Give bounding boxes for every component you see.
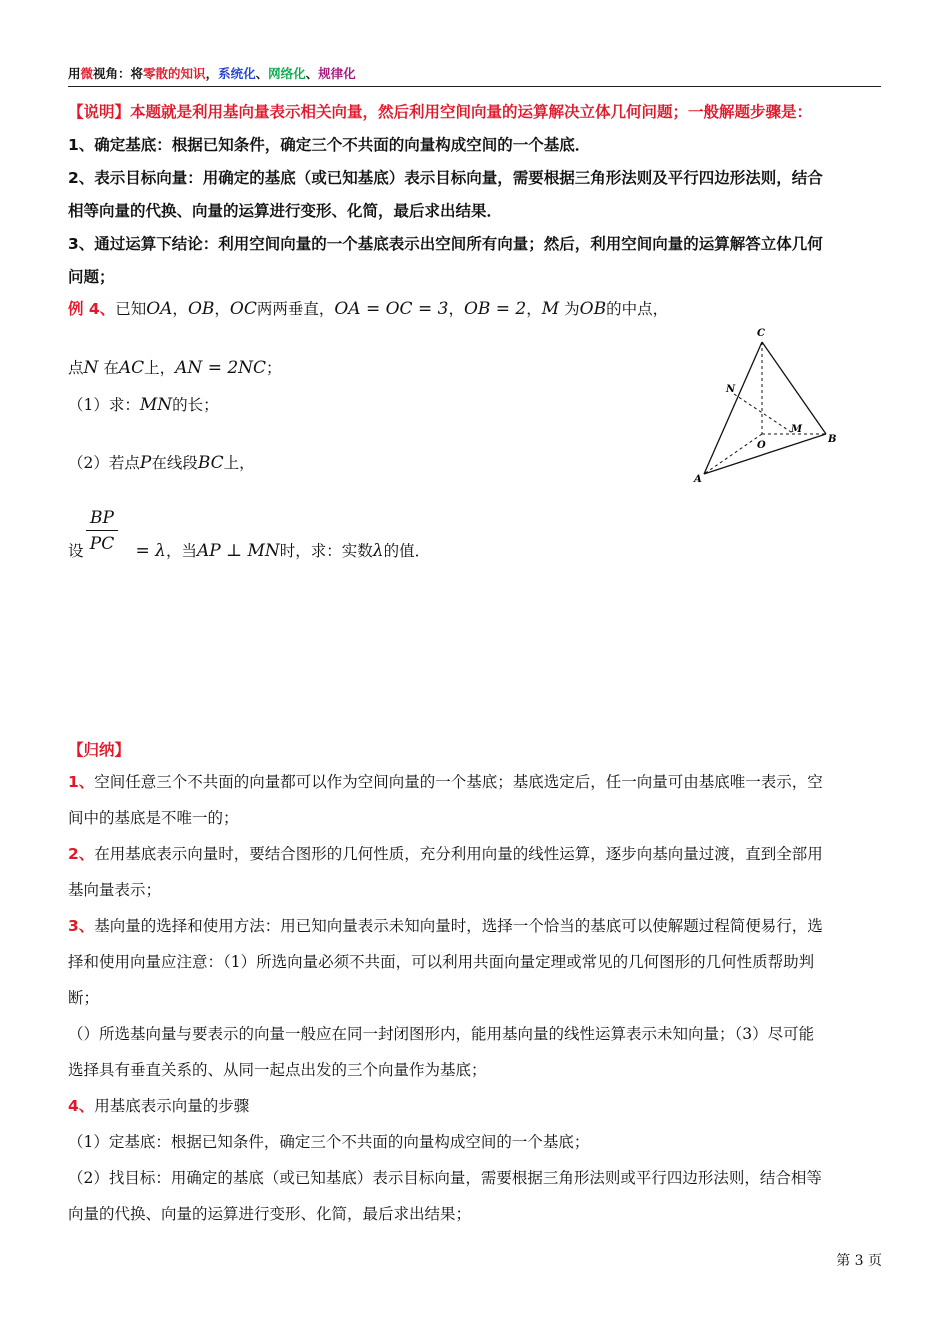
summary-number: 2、 bbox=[68, 845, 95, 863]
summary-item-1a bbox=[68, 770, 823, 792]
example-text: ， bbox=[172, 300, 188, 318]
summary-text: 用基底表示向量的步骤 bbox=[94, 1097, 250, 1115]
explain-step-2a: 2、表示目标向量：用确定的基底（或已知基底）表示目标向量，需要根据三角形法则及平行四边形法则，结合 bbox=[68, 169, 823, 187]
fraction-denominator: PC bbox=[89, 534, 115, 554]
example-question-1 bbox=[68, 393, 219, 415]
segment-nm bbox=[734, 394, 794, 434]
example-text: ； bbox=[266, 359, 282, 377]
math-term: AP ⊥ MN bbox=[196, 541, 280, 561]
math-term: MN bbox=[139, 395, 173, 415]
summary-item-3c: 断； bbox=[68, 989, 100, 1007]
example-text: 时，求：实数 bbox=[279, 542, 373, 560]
header-text: 微 bbox=[80, 66, 94, 81]
example-line-1 bbox=[68, 297, 668, 319]
example-text: （1）求： bbox=[68, 396, 140, 414]
explain-step-2b: 相等向量的代换、向量的运算进行变形、化简，最后求出结果． bbox=[68, 202, 503, 220]
example-text: 上， bbox=[223, 454, 255, 472]
example-text: 的中点， bbox=[606, 300, 669, 318]
math-term: OA bbox=[146, 299, 173, 319]
math-term: = λ bbox=[135, 541, 166, 561]
example-text: 为 bbox=[559, 300, 580, 318]
math-term: AC bbox=[118, 358, 145, 378]
math-term: λ bbox=[372, 541, 384, 561]
summary-item-4 bbox=[68, 1094, 249, 1116]
math-term: N bbox=[83, 358, 99, 378]
example-text: ， bbox=[448, 300, 464, 318]
example-text: 点 bbox=[68, 359, 84, 377]
math-term: OA = OC = 3 bbox=[334, 299, 449, 319]
summary-text: 基向量的选择和使用方法：用已知向量表示未知向量时，选择一个恰当的基底可以使解题过程简便易行，选 bbox=[94, 917, 823, 935]
example-text: ，当 bbox=[165, 542, 197, 560]
summary-item-3a bbox=[68, 914, 823, 936]
math-term: OB bbox=[579, 299, 607, 319]
summary-item-2b: 基向量表示； bbox=[68, 881, 162, 899]
example-text: 的值． bbox=[383, 542, 431, 560]
example-text: （2）若点 bbox=[68, 454, 140, 472]
fraction-numerator: BP bbox=[86, 508, 118, 531]
edge-ca bbox=[704, 342, 762, 474]
header-text: 系统化 bbox=[218, 66, 256, 81]
example-text: 上， bbox=[144, 359, 176, 377]
math-term: BC bbox=[197, 453, 224, 473]
summary-item-6b: 向量的代换、向量的运算进行变形、化简，最后求出结果； bbox=[68, 1205, 472, 1223]
example-text: ， bbox=[214, 300, 230, 318]
page-header bbox=[68, 64, 881, 87]
header-text: 、 bbox=[255, 66, 269, 81]
math-term: OC bbox=[229, 299, 257, 319]
label-b: B bbox=[828, 434, 837, 445]
header-text: ， bbox=[205, 66, 219, 81]
summary-number: 4、 bbox=[68, 1097, 95, 1115]
summary-title: 【归纳】 bbox=[68, 741, 131, 759]
explain-step-1: 1、确定基底：根据已知条件，确定三个不共面的向量构成空间的一个基底． bbox=[68, 136, 591, 154]
example-text: 在线段 bbox=[151, 454, 198, 472]
example-line-2 bbox=[68, 356, 282, 378]
example-text: 的长； bbox=[172, 396, 219, 414]
example-text: 在 bbox=[98, 359, 119, 377]
example-text: 两两垂直， bbox=[256, 300, 335, 318]
example-question-3 bbox=[68, 539, 430, 561]
label-c: C bbox=[757, 328, 765, 339]
summary-item-3b: 择和使用向量应注意：（1）所选向量必须不共面，可以利用共面向量定理或常见的几何图形的几何性质帮助判 bbox=[68, 953, 815, 971]
example-text: ， bbox=[526, 300, 542, 318]
label-n: N bbox=[726, 384, 736, 395]
example-question-2 bbox=[68, 451, 255, 473]
math-term: P bbox=[139, 453, 152, 473]
math-term: AN = 2NC bbox=[175, 358, 267, 378]
summary-item-5: （1）定基底：根据已知条件，确定三个不共面的向量构成空间的一个基底； bbox=[68, 1133, 590, 1151]
math-term: OB bbox=[187, 299, 215, 319]
example-text: 设 bbox=[68, 542, 84, 560]
explain-step-3b: 问题； bbox=[68, 268, 115, 286]
explain-title: 【说明】本题就是利用基向量表示相关向量，然后利用空间向量的运算解决立体几何问题；一般解题步骤是： bbox=[68, 103, 813, 121]
label-o: O bbox=[757, 440, 766, 451]
summary-text: 空间任意三个不共面的向量都可以作为空间向量的一个基底；基底选定后，任一向量可由基底唯一表示，空 bbox=[94, 773, 823, 791]
summary-text: 在用基底表示向量时，要结合图形的几何性质，充分利用向量的线性运算，逐步向基向量过渡，直到全部用 bbox=[94, 845, 823, 863]
summary-item-6a: （2）找目标：用确定的基底（或已知基底）表示目标向量，需要根据三角形法则或平行四边形法则，结合相等 bbox=[68, 1169, 822, 1187]
math-term: OB = 2 bbox=[463, 299, 527, 319]
summary-number: 3、 bbox=[68, 917, 95, 935]
summary-number: 1、 bbox=[68, 773, 95, 791]
header-text: 视角：将 bbox=[93, 66, 144, 81]
math-term: M bbox=[541, 299, 560, 319]
summary-item-3d: （）所选基向量与要表示的向量一般应在同一封闭图形内，能用基向量的线性运算表示未知向量；（3）尽可能 bbox=[68, 1025, 815, 1043]
label-m: M bbox=[791, 424, 803, 435]
tetrahedron-figure bbox=[690, 324, 840, 484]
explain-step-3a: 3、通过运算下结论：利用空间向量的一个基底表示出空间所有向量；然后，利用空间向量的运算解答立体几何 bbox=[68, 235, 823, 253]
example-text: 已知 bbox=[115, 300, 147, 318]
page-number: 第 3 页 bbox=[836, 1253, 882, 1269]
header-text: 网络化 bbox=[268, 66, 306, 81]
edge-cb bbox=[762, 342, 826, 434]
example-label: 例 4、 bbox=[68, 300, 116, 318]
summary-item-2a bbox=[68, 842, 823, 864]
label-a: A bbox=[694, 474, 702, 484]
header-text: 零散的知识 bbox=[143, 66, 206, 81]
header-text: 、 bbox=[305, 66, 319, 81]
summary-item-1b: 间中的基底是不唯一的； bbox=[68, 809, 239, 827]
header-text: 用 bbox=[68, 66, 81, 81]
header-text: 规律化 bbox=[318, 66, 356, 81]
summary-item-3e: 选择具有垂直关系的、从同一起点出发的三个向量作为基底； bbox=[68, 1061, 487, 1079]
